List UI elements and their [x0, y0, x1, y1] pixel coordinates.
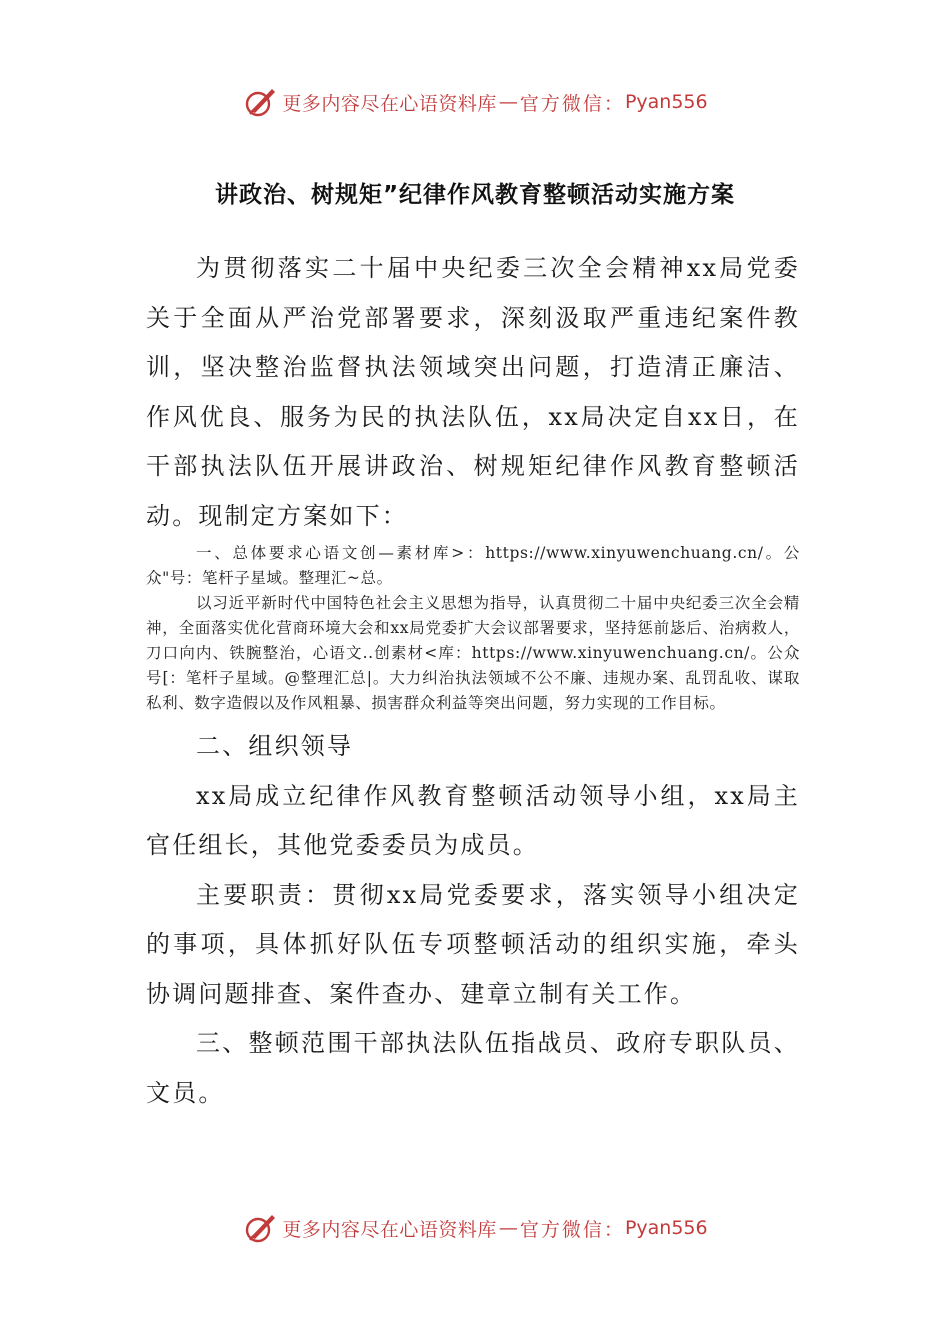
section1-body: 以习近平新时代中国特色社会主义思想为指导，认真贯彻二十届中央纪委三次全会精神，全面落实优化营商环境大会和xx局党委扩大会议部署要求，坚持惩前毖后、治病救人，刀口向内、铁腕整治，心语文..创素材<库：https://www.xinyuwenchuang.cn/。公众号[：笔杆子星域。@整理汇总|。大力纠治执法领域不公不廉、违规办案、乱罚乱收、谋取私利、数字造假以及作风粗暴、损害群众利益等突出问题，努力实现的工作目标。	[146, 594, 800, 712]
banner-dash: —	[498, 91, 518, 113]
section2-body: xx局成立纪律作风教育整顿活动领导小组，xx局主官任组长，其他党委委员为成员。	[146, 781, 800, 859]
quill-logo-icon	[242, 84, 278, 120]
banner-brand: 更多内容尽在心语资料库	[282, 1218, 497, 1241]
quill-logo-icon	[242, 1210, 278, 1246]
section2-duty: 主要职责：贯彻xx局党委要求，落实领导小组决定的事项，具体抓好队伍专项整顿活动的组织实施，牵头协调问题排查、案件查办、建章立制有关工作。	[146, 880, 800, 1008]
section1-heading: 一、总体要求心语文创—素材库>：https://www.xinyuwenchuang.cn/。公众"号：笔杆子星域。整理汇~总。	[146, 544, 800, 587]
document-body	[146, 244, 800, 1118]
document-title: 讲政治、树规矩”纪律作风教育整顿活动实施方案	[214, 182, 736, 208]
banner-wechat-label: 官方微信：	[519, 1218, 625, 1241]
banner-wechat-id: Pyan556	[624, 91, 708, 113]
header-watermark-banner	[0, 82, 950, 122]
banner-wechat-label: 官方微信：	[519, 92, 625, 115]
section2-heading: 二、组织领导	[196, 732, 354, 760]
intro-paragraph: 为贯彻落实二十届中央纪委三次全会精神xx局党委关于全面从严治党部署要求，深刻汲取严重违纪案件教训，坚决整治监督执法领域突出问题，打造清正廉洁、作风优良、服务为民的执法队伍，xx局决定自xx日，在干部执法队伍开展讲政治、树规矩纪律作风教育整顿活动。现制定方案如下：	[146, 254, 800, 530]
footer-watermark-banner	[0, 1208, 950, 1248]
banner-wechat-id: Pyan556	[624, 1217, 708, 1239]
banner-dash: —	[498, 1217, 518, 1239]
section3-paragraph: 三、整顿范围干部执法队伍指战员、政府专职队员、文员。	[146, 1029, 800, 1107]
banner-brand: 更多内容尽在心语资料库	[282, 92, 497, 115]
